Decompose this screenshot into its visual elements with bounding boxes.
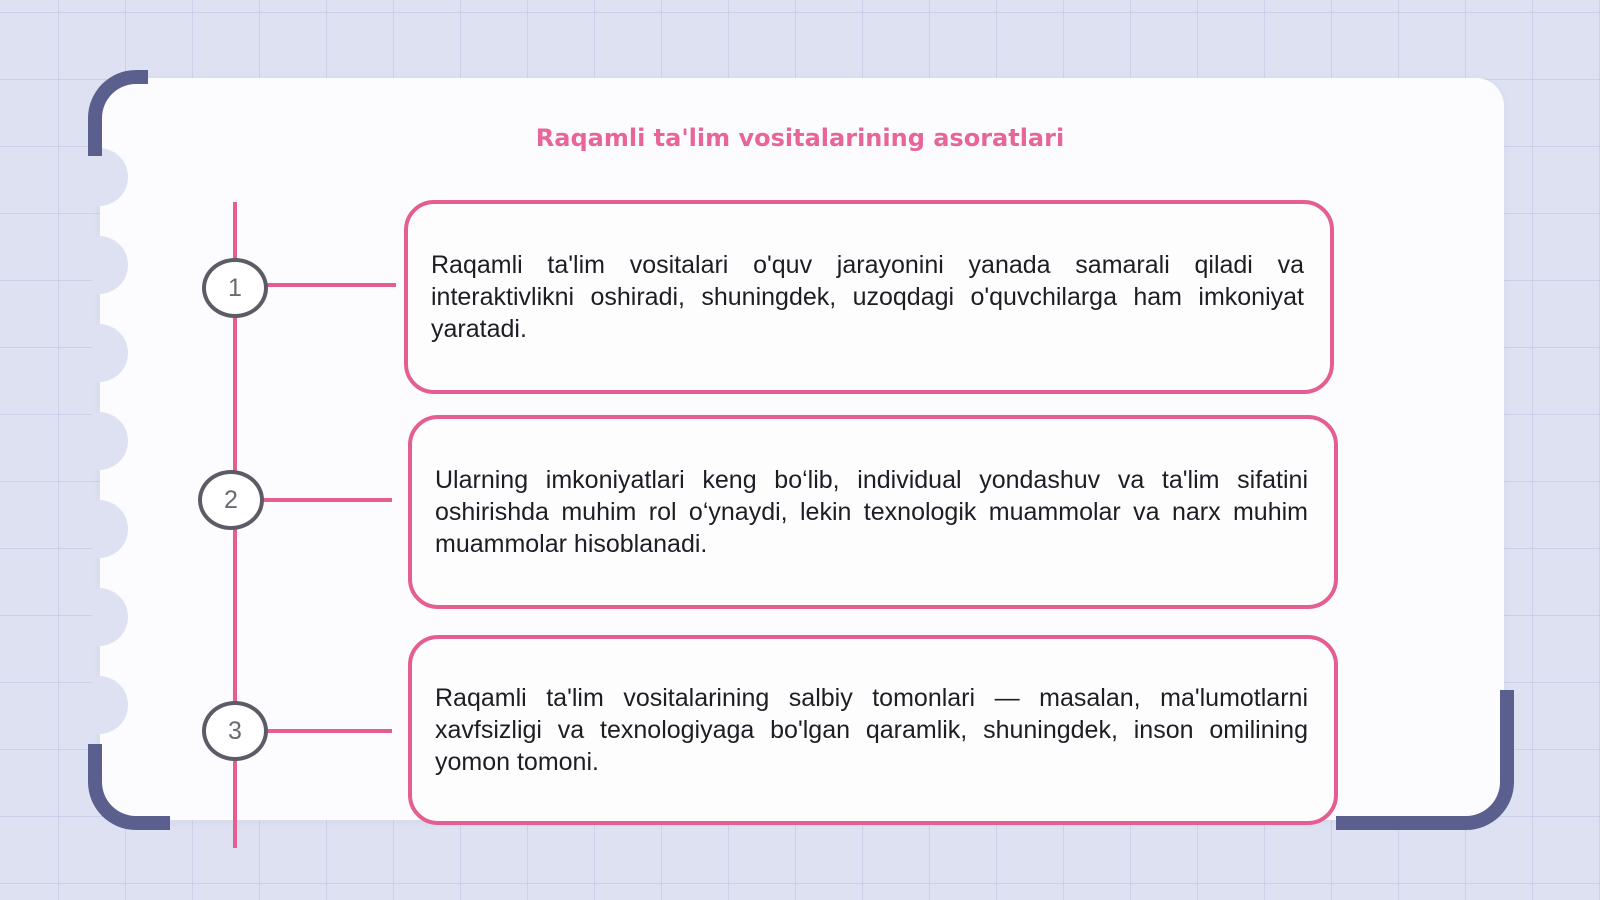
timeline-connector — [262, 498, 392, 502]
step-text-box — [408, 415, 1338, 609]
step-text: Ularning imkoniyatlari keng bo‘lib, individual yondashuv va ta'lim sifatini oshirishda muhim rol o‘ynaydi, lekin texnologik muammolar va narx muhim muammolar hisoblanadi. — [435, 466, 1308, 558]
step-number-badge: 3 — [202, 701, 268, 761]
step-number-badge: 2 — [198, 470, 264, 530]
step-text-box — [404, 200, 1334, 394]
slide-title: Raqamli ta'lim vositalarining asoratlari — [535, 124, 1065, 152]
timeline-connector — [266, 283, 396, 287]
step-number-badge: 1 — [202, 258, 268, 318]
step-text: Raqamli ta'lim vositalarining salbiy tomonlari — masalan, ma'lumotlarni xavfsizligi va texnologiyaga bo'lgan qaramlik, shuningdek, inson omilining yomon tomoni. — [435, 684, 1308, 776]
timeline-connector — [266, 729, 392, 733]
frame-corner-bottom-right — [1336, 690, 1514, 830]
step-text: Raqamli ta'lim vositalari o'quv jarayonini yanada samarali qiladi va interaktivlikni oshiradi, shuningdek, uzoqdagi o'quvchilarga ham imkoniyat yaratadi. — [431, 251, 1304, 343]
step-text-box — [408, 635, 1338, 825]
frame-corner-bottom-left — [88, 744, 170, 830]
